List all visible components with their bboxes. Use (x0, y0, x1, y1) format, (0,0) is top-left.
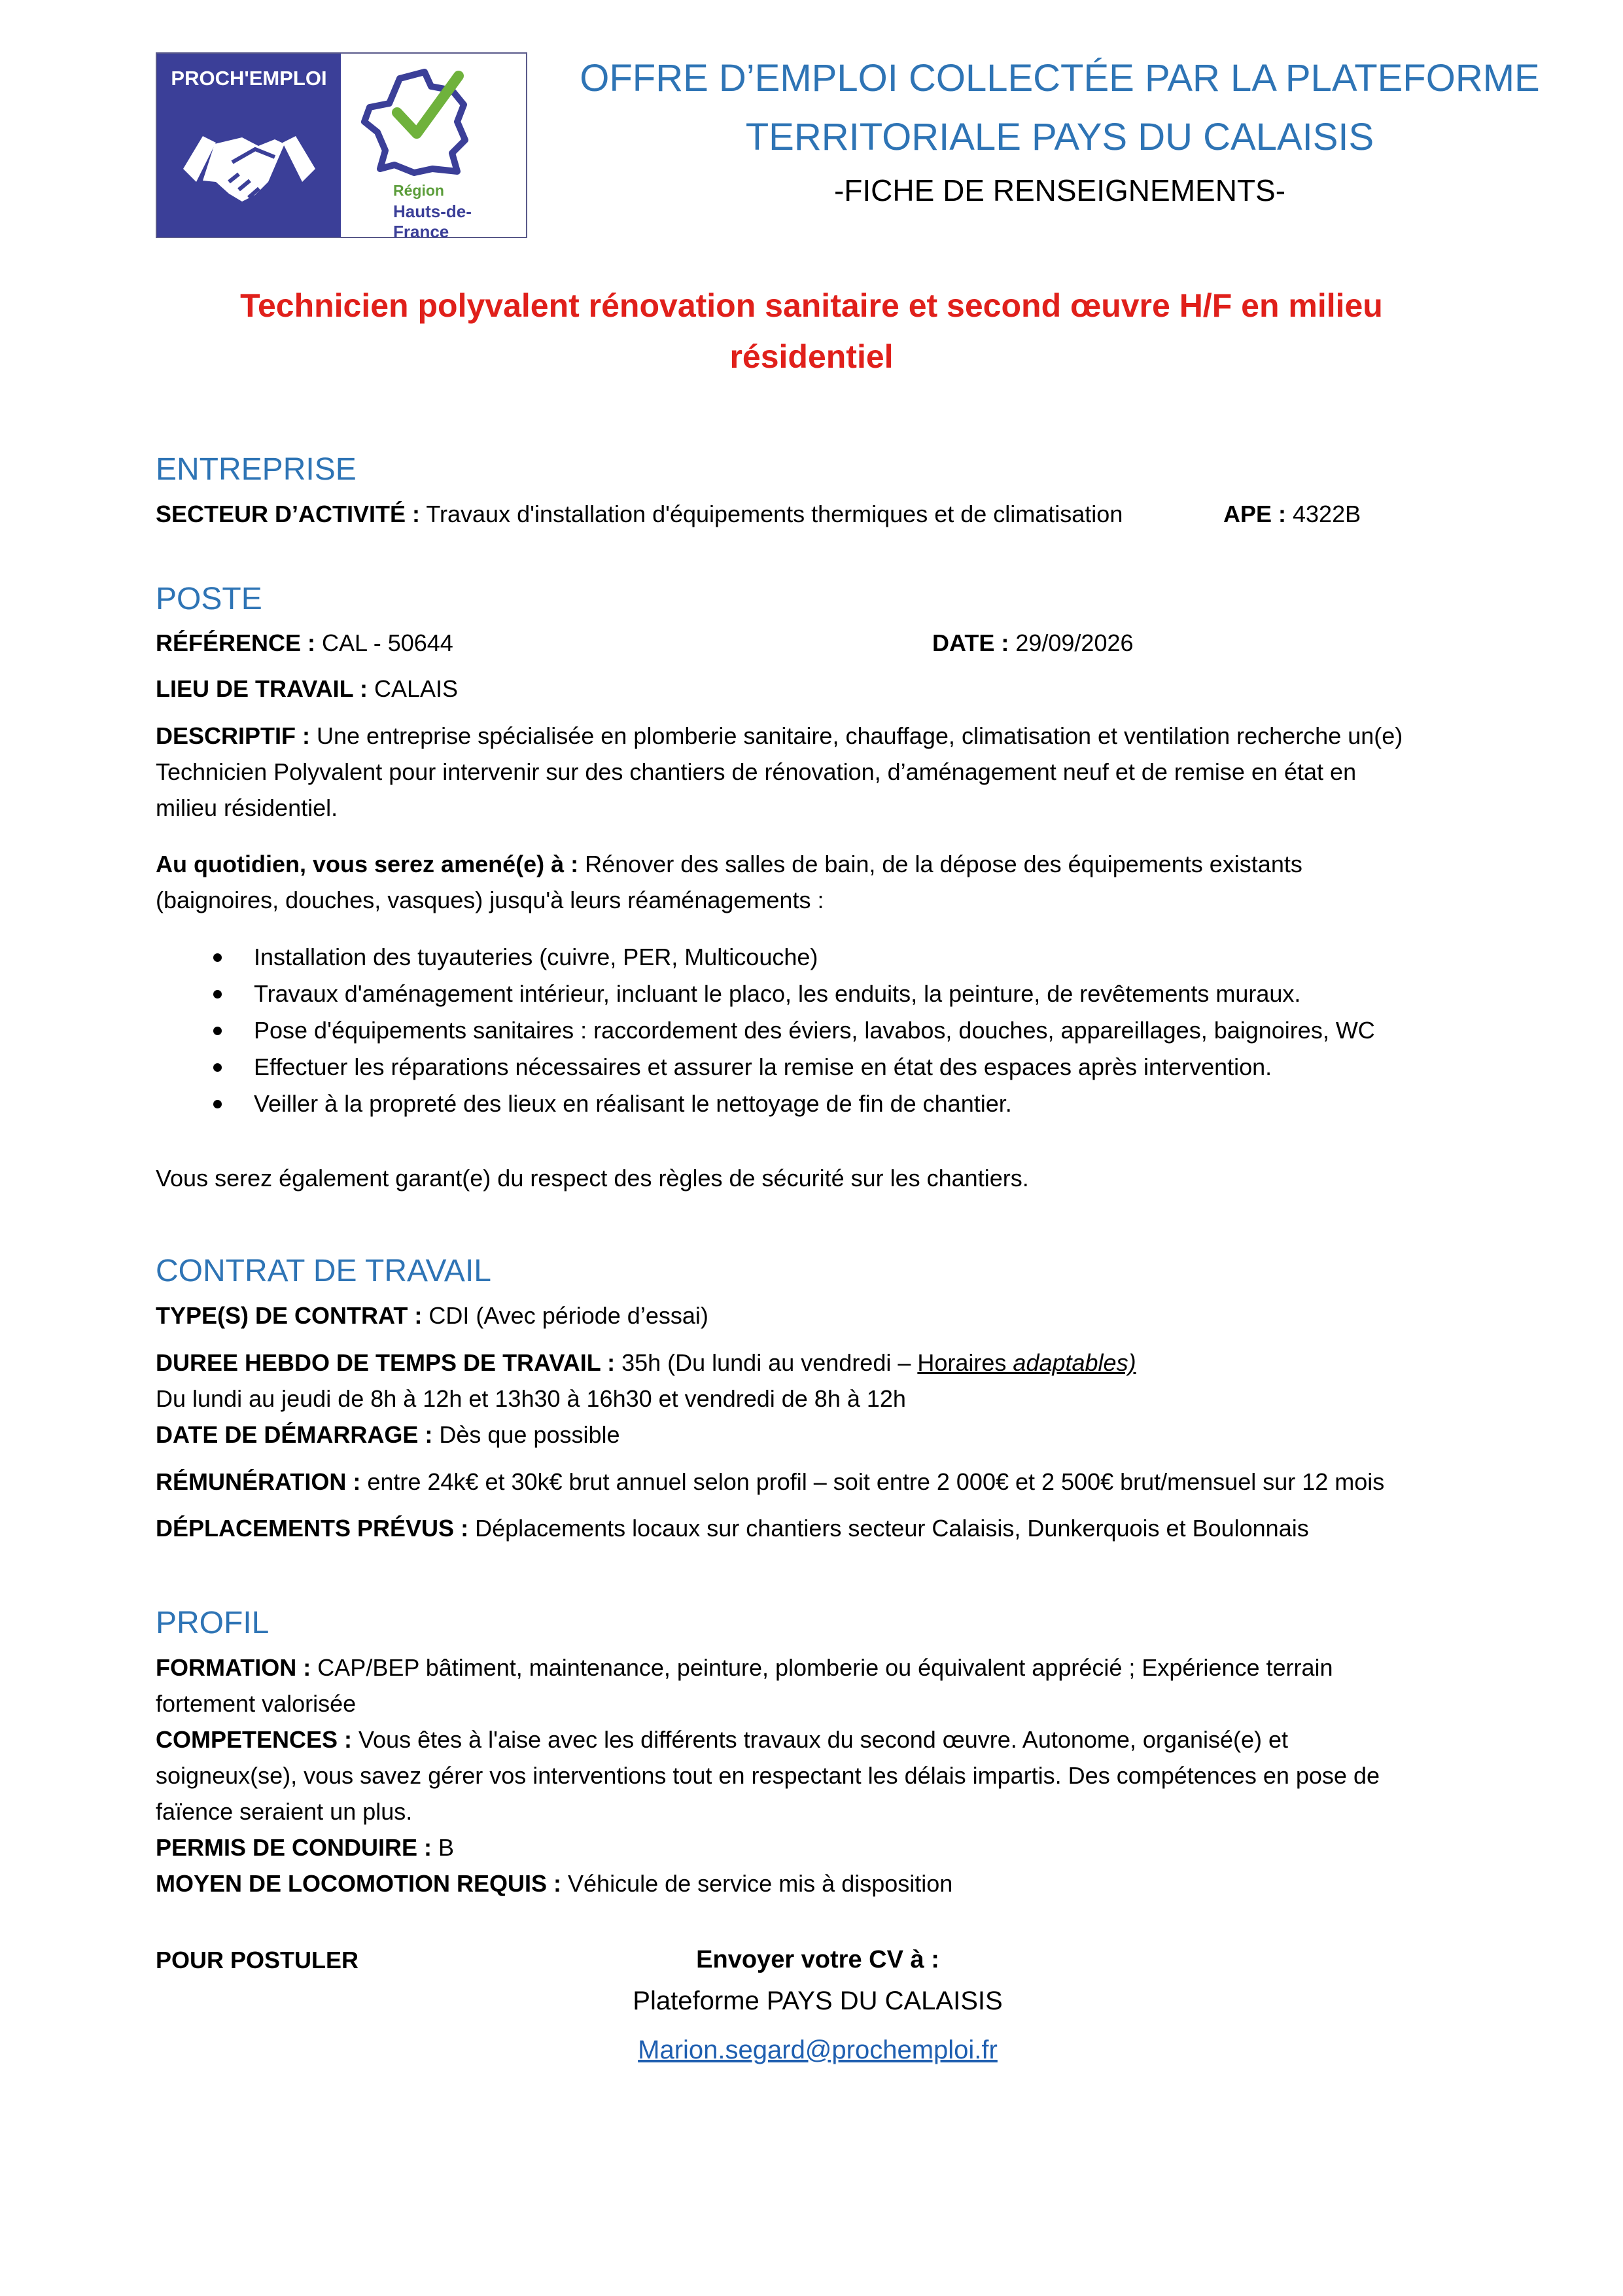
duree-horaires: Horaires (917, 1349, 1013, 1376)
logo-brand-text: PROCH'EMPLOI (171, 67, 327, 90)
job-title (156, 280, 1467, 382)
section-entreprise: ENTREPRISE (156, 452, 357, 487)
reference-row (156, 625, 744, 661)
descriptif-label: DESCRIPTIF : (156, 722, 311, 749)
reference-value: CAL - 50644 (315, 629, 453, 656)
deplacements-label: DÉPLACEMENTS PRÉVUS : (156, 1515, 469, 1542)
competences-paragraph (156, 1722, 1477, 1829)
competences-line-2: soigneux(se), vous savez gérer vos interventions tout en respectant les délais impartis. Des compétences en pose de (156, 1762, 1380, 1789)
formation-line-1: CAP/BEP bâtiment, maintenance, peinture, plomberie ou équivalent apprécié ; Expérience terrain (311, 1654, 1333, 1681)
quotidien-line-2: (baignoires, douches, vasques) jusqu'à leurs réaménagements : (156, 887, 824, 913)
formation-paragraph (156, 1650, 1477, 1722)
descriptif-line-2: Technicien Polyvalent pour intervenir sur des chantiers de rénovation, d’aménagement neuf et de remise en état en (156, 758, 1357, 785)
section-profil: PROFIL (156, 1606, 270, 1640)
list-item: Travaux d'aménagement intérieur, incluant le placo, les enduits, la peinture, de revêtements muraux. (196, 976, 1472, 1012)
region-name-label: Hauts-de-France (393, 202, 472, 241)
section-poste: POSTE (156, 582, 262, 616)
header-line-1: OFFRE D’EMPLOI COLLECTÉE PAR LA PLATEFORME (580, 57, 1540, 99)
deplacements-value: Déplacements locaux sur chantiers secteur Calaisis, Dunkerquois et Boulonnais (468, 1515, 1309, 1542)
france-map-icon (354, 67, 485, 181)
duree-label: DUREE HEBDO DE TEMPS DE TRAVAIL : (156, 1349, 616, 1376)
remuneration-row (156, 1464, 1477, 1500)
lieu-row (156, 671, 1477, 707)
secteur-label: SECTEUR D’ACTIVITÉ : (156, 501, 421, 527)
contact-email-link[interactable]: Marion.segard@prochemploi.fr (638, 2036, 998, 2064)
quotidien-paragraph (156, 846, 1477, 918)
descriptif-paragraph (156, 718, 1477, 826)
formation-line-2: fortement valorisée (156, 1690, 357, 1717)
plateforme-name: Plateforme PAYS DU CALAISIS (633, 1987, 1003, 2015)
duree-value: 35h (Du lundi au vendredi – (615, 1349, 918, 1376)
locomotion-row (156, 1865, 1477, 1901)
region-small-label: Région (393, 182, 444, 199)
logo-left-panel (157, 54, 341, 237)
envoyer-cv-label: Envoyer votre CV à : (696, 1946, 939, 1973)
type-contrat-label: TYPE(S) DE CONTRAT : (156, 1302, 423, 1329)
job-title-line-1: Technicien polyvalent rénovation sanitaire et second œuvre H/F en milieu (240, 287, 1383, 324)
locomotion-label: MOYEN DE LOCOMOTION REQUIS : (156, 1870, 562, 1897)
permis-row (156, 1829, 1477, 1865)
date-row (932, 625, 1456, 661)
date-value: 29/09/2026 (1009, 629, 1134, 656)
permis-value: B (432, 1834, 455, 1861)
lieu-value: CALAIS (368, 675, 459, 702)
ape-value: 4322B (1286, 501, 1361, 527)
taches-list (196, 939, 1472, 1122)
quotidien-label: Au quotidien, vous serez amené(e) à : (156, 851, 579, 877)
lieu-label: LIEU DE TRAVAIL : (156, 675, 368, 702)
job-title-line-2: résidentiel (729, 338, 894, 375)
ape-row (1223, 496, 1485, 532)
list-item: Veiller à la propreté des lieux en réalisant le nettoyage de fin de chantier. (196, 1086, 1472, 1122)
deplacements-row (156, 1510, 1477, 1546)
securite-text: Vous serez également garant(e) du respect des règles de sécurité sur les chantiers. (156, 1165, 1029, 1192)
duree-line-2: Du lundi au jeudi de 8h à 12h et 13h30 à 16h30 et vendredi de 8h à 12h (156, 1385, 906, 1412)
remuneration-label: RÉMUNÉRATION : (156, 1468, 361, 1495)
duree-adaptables: adaptables) (1013, 1349, 1136, 1376)
secteur-value: Travaux d'installation d'équipements thermiques et de climatisation (420, 501, 1123, 527)
list-item: Effectuer les réparations nécessaires et assurer la remise en état des espaces après intervention. (196, 1049, 1472, 1086)
formation-label: FORMATION : (156, 1654, 311, 1681)
handshake-icon (177, 110, 322, 221)
region-logo-panel (342, 54, 526, 241)
proch-emploi-logo (156, 52, 527, 241)
type-contrat-value: CDI (Avec période d’essai) (422, 1302, 708, 1329)
postuler-label: POUR POSTULER (156, 1947, 359, 1973)
reference-label: RÉFÉRENCE : (156, 629, 316, 656)
demarrage-row (156, 1417, 1477, 1453)
descriptif-line-3: milieu résidentiel. (156, 794, 338, 821)
competences-line-3: faïence seraient un plus. (156, 1798, 413, 1825)
remuneration-value: entre 24k€ et 30k€ brut annuel selon profil – soit entre 2 000€ et 2 500€ brut/mensuel sur 12 mois (360, 1468, 1385, 1495)
duree-row (156, 1345, 1477, 1417)
header-line-2: TERRITORIALE PAYS DU CALAISIS (745, 116, 1374, 158)
quotidien-line-1: Rénover des salles de bain, de la dépose des équipements existants (578, 851, 1302, 877)
type-contrat-row (156, 1298, 1477, 1333)
date-label: DATE : (932, 629, 1009, 656)
descriptif-line-1: Une entreprise spécialisée en plomberie sanitaire, chauffage, climatisation et ventilation recherche un(e) (310, 722, 1403, 749)
list-item: Installation des tuyauteries (cuivre, PER, Multicouche) (196, 939, 1472, 976)
ape-label: APE : (1223, 501, 1287, 527)
demarrage-label: DATE DE DÉMARRAGE : (156, 1421, 433, 1448)
competences-line-1: Vous êtes à l'aise avec les différents travaux du second œuvre. Autonome, organisé(e) et (352, 1726, 1289, 1753)
permis-label: PERMIS DE CONDUIRE : (156, 1834, 432, 1861)
demarrage-value: Dès que possible (432, 1421, 620, 1448)
header-subtitle: -FICHE DE RENSEIGNEMENTS- (833, 173, 1286, 207)
list-item: Pose d'équipements sanitaires : raccordement des éviers, lavabos, douches, appareillages, baignoires, WC (196, 1012, 1472, 1049)
competences-label: COMPETENCES : (156, 1726, 353, 1753)
section-contrat: CONTRAT DE TRAVAIL (156, 1254, 491, 1288)
locomotion-value: Véhicule de service mis à disposition (561, 1870, 953, 1897)
